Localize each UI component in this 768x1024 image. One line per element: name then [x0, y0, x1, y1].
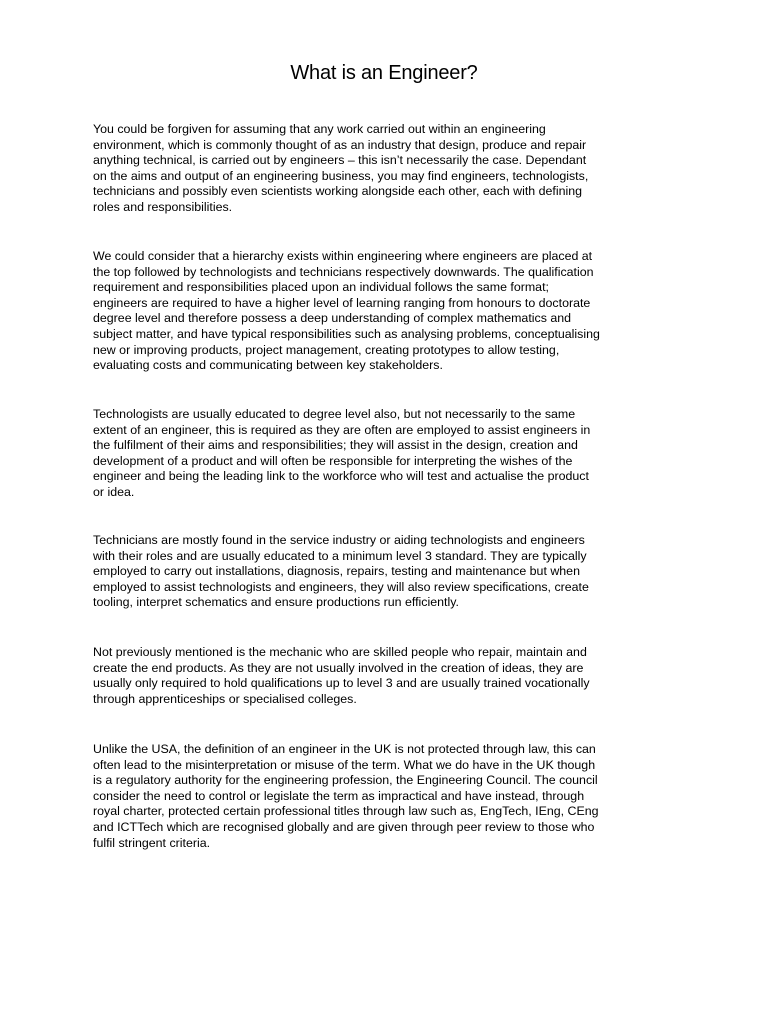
paragraph-technologists: Technologists are usually educated to degree level also, but not necessarily to the same extent of an engineer, this is required as they are often are employed to assist engineers in the fulfilment of their aims and responsibilities; they will assist in the design, creation and development of a product and will often be responsible for interpreting the wishes of the engineer and being the leading link to the workforce who will test and actualise the product or idea.: [93, 407, 591, 499]
paragraph-hierarchy: We could consider that a hierarchy exists within engineering where engineers are placed at the top followed by technologists and technicians respectively downwards. The qualification requirement and responsibilities placed upon an individual follows the same format; engineers are required to have a higher level of learning ranging from honours to doctorate degree level and therefore possess a deep understanding of complex mathematics and subject matter, and have typical responsibilities such as analysing problems, conceptualising new or improving products, project management, creating prototypes to allow testing, evaluating costs and communicating between key stakeholders.: [93, 249, 600, 373]
page-title: What is an Engineer?: [290, 62, 478, 84]
paragraph-intro: You could be forgiven for assuming that any work carried out within an engineering environment, which is commonly thought of as an industry that design, produce and repair anything technical, is carried out by engineers – this isn’t necessarily the case. Dependant on the aims and output of an engineering business, you may find engineers, technologists, technicians and possibly even scientists working alongside each other, each with defining roles and responsibilities.: [93, 122, 589, 214]
paragraph-technicians: Technicians are mostly found in the service industry or aiding technologists and engineers with their roles and are usually educated to a minimum level 3 standard. They are typically employed to carry out installations, diagnosis, repairs, testing and maintenance but when employed to assist technologists and engineers, they will also review specifications, create tooling, interpret schematics and ensure productions run efficiently.: [93, 533, 589, 610]
paragraph-regulation: Unlike the USA, the definition of an engineer in the UK is not protected through law, this can often lead to the misinterpretation or misuse of the term. What we do have in the UK though is a regulatory authority for the engineering profession, the Engineering Council. The council consider the need to control or legislate the term as impractical and have instead, through royal charter, protected certain professional titles through law such as, EngTech, IEng, CEng and ICTTech which are recognised globally and are given through peer review to those who fulfil stringent criteria.: [93, 742, 599, 850]
paragraph-mechanic: Not previously mentioned is the mechanic who are skilled people who repair, maintain and create the end products. As they are not usually involved in the creation of ideas, they are usually only required to hold qualifications up to level 3 and are usually trained vocationally through apprenticeships or specialised colleges.: [93, 645, 590, 706]
